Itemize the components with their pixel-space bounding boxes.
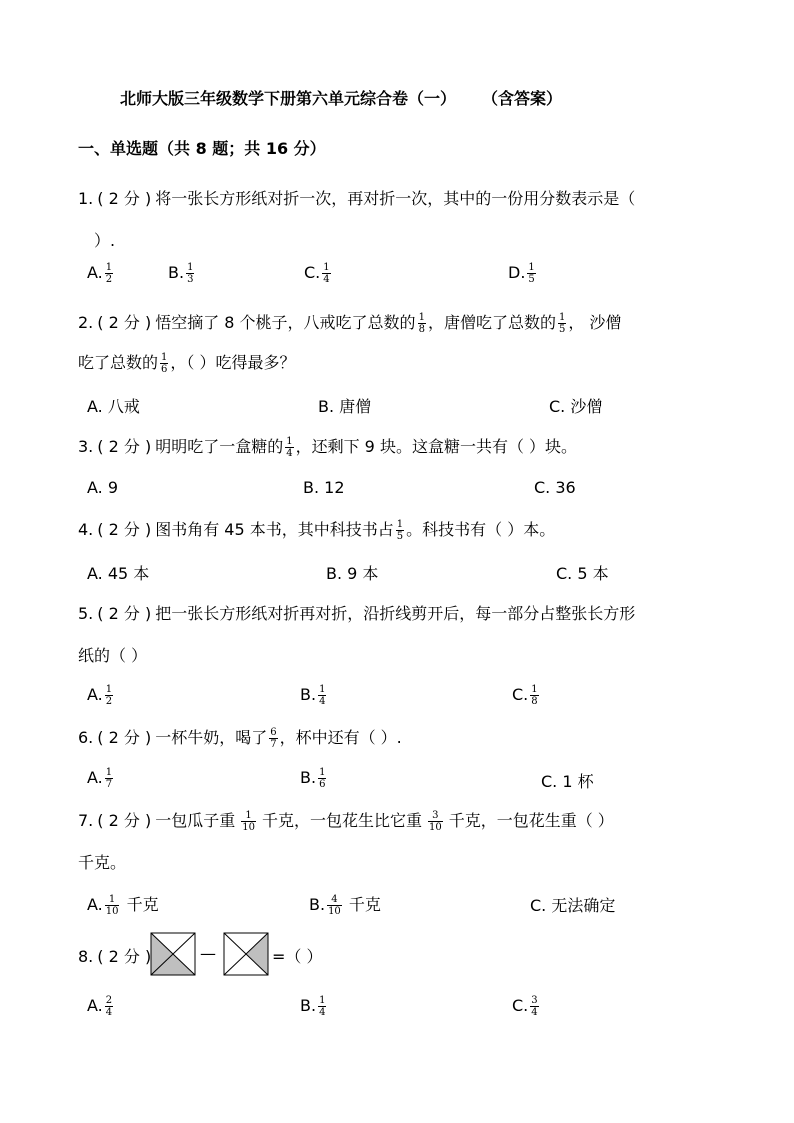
q2-option-c[interactable]: C. 沙僧	[549, 397, 603, 416]
q1-option-d[interactable]: D. $\frac{1}{5}$	[508, 262, 535, 285]
q7-option-c[interactable]: C. 无法确定	[530, 896, 616, 915]
question-3: 3. ( 2 分 ) 明明吃了一盒糖的 $\frac{1}{4}$ ，还剩下 9 块。这盒糖一共有（ ）块。	[78, 436, 578, 459]
q1-number: 1.	[78, 189, 94, 208]
question-1	[78, 186, 635, 209]
section-heading: 一、单选题（共 8 题；共 16 分）	[78, 139, 326, 158]
q2-option-b[interactable]: B. 唐僧	[318, 397, 372, 416]
equals-blank: =（ ）	[272, 947, 323, 966]
q7-continuation: 千克。	[78, 853, 127, 872]
q4-option-a[interactable]: A. 45 本	[87, 564, 150, 583]
q1-score: ( 2 分 )	[97, 189, 152, 208]
square-figure-left	[150, 932, 196, 976]
q8-option-c[interactable]: C. $\frac{3}{4}$	[512, 995, 538, 1018]
q5-option-c[interactable]: C. $\frac{1}{8}$	[512, 684, 538, 707]
q4-option-b[interactable]: B. 9 本	[326, 564, 379, 583]
q7-option-b[interactable]: B. $\frac{4}{10}$ 千克	[309, 894, 381, 917]
q6-option-a[interactable]: A. $\frac{1}{7}$	[87, 767, 113, 790]
shaded-right-triangle	[246, 933, 268, 975]
q4-option-c[interactable]: C. 5 本	[556, 564, 609, 583]
q6-option-b[interactable]: B. $\frac{1}{6}$	[300, 767, 326, 790]
q2-option-a[interactable]: A. 八戒	[87, 397, 140, 416]
q1-continuation: ）.	[94, 231, 116, 250]
question-6: 6. ( 2 分 ) 一杯牛奶，喝了 $\frac{6}{7}$ ，杯中还有（ ）.	[78, 727, 402, 750]
question-4: 4. ( 2 分 ) 图书角有 45 本书，其中科技书占 $\frac{1}{5}$ 。科技书有（ ）本。	[78, 519, 556, 542]
minus-sign: —	[200, 944, 216, 963]
question-7: 7. ( 2 分 ) 一包瓜子重 $\frac{1}{10}$ 千克，一包花生比它重 $\frac{3}{10}$ 千克，一包花生重（ ）	[78, 810, 614, 833]
q6-option-c[interactable]: C. 1 杯	[541, 772, 594, 791]
q8-option-b[interactable]: B. $\frac{1}{4}$	[300, 995, 326, 1018]
q5-option-a[interactable]: A. $\frac{1}{2}$	[87, 684, 113, 707]
q1-option-b[interactable]: B. $\frac{1}{3}$	[168, 262, 194, 285]
square-figure-right	[223, 932, 269, 976]
q8-option-a[interactable]: A. $\frac{2}{4}$	[87, 995, 113, 1018]
question-5: 5. ( 2 分 ) 把一张长方形纸对折再对折，沿折线剪开后，每一部分占整张长方形	[78, 604, 636, 623]
title-text: 北师大版三年级数学下册第六单元综合卷（一）	[120, 89, 457, 108]
q5-option-b[interactable]: B. $\frac{1}{4}$	[300, 684, 326, 707]
q7-option-a[interactable]: A. $\frac{1}{10}$ 千克	[87, 894, 159, 917]
q5-continuation: 纸的（ ）	[78, 646, 148, 665]
q3-option-a[interactable]: A. 9	[87, 478, 119, 497]
q1-text: 将一张长方形纸对折一次，再对折一次，其中的一份用分数表示是（	[155, 189, 636, 208]
page-title	[120, 86, 562, 109]
q3-option-c[interactable]: C. 36	[534, 478, 576, 497]
q3-option-b[interactable]: B. 12	[303, 478, 345, 497]
q1-option-c[interactable]: C. $\frac{1}{4}$	[304, 262, 330, 285]
question-2: 2. ( 2 分 ) 悟空摘了 8 个桃子，八戒吃了总数的 $\frac{1}{8}$ ，唐僧吃了总数的 $\frac{1}{5}$ ， 沙僧	[78, 312, 622, 335]
q1-option-a[interactable]: A. $\frac{1}{2}$	[87, 262, 113, 285]
q2-continuation: 吃了总数的 $\frac{1}{6}$ ，（ ）吃得最多？	[78, 352, 296, 375]
question-8: 8. ( 2 分 )	[78, 947, 152, 966]
title-note: （含答案）	[490, 89, 563, 108]
